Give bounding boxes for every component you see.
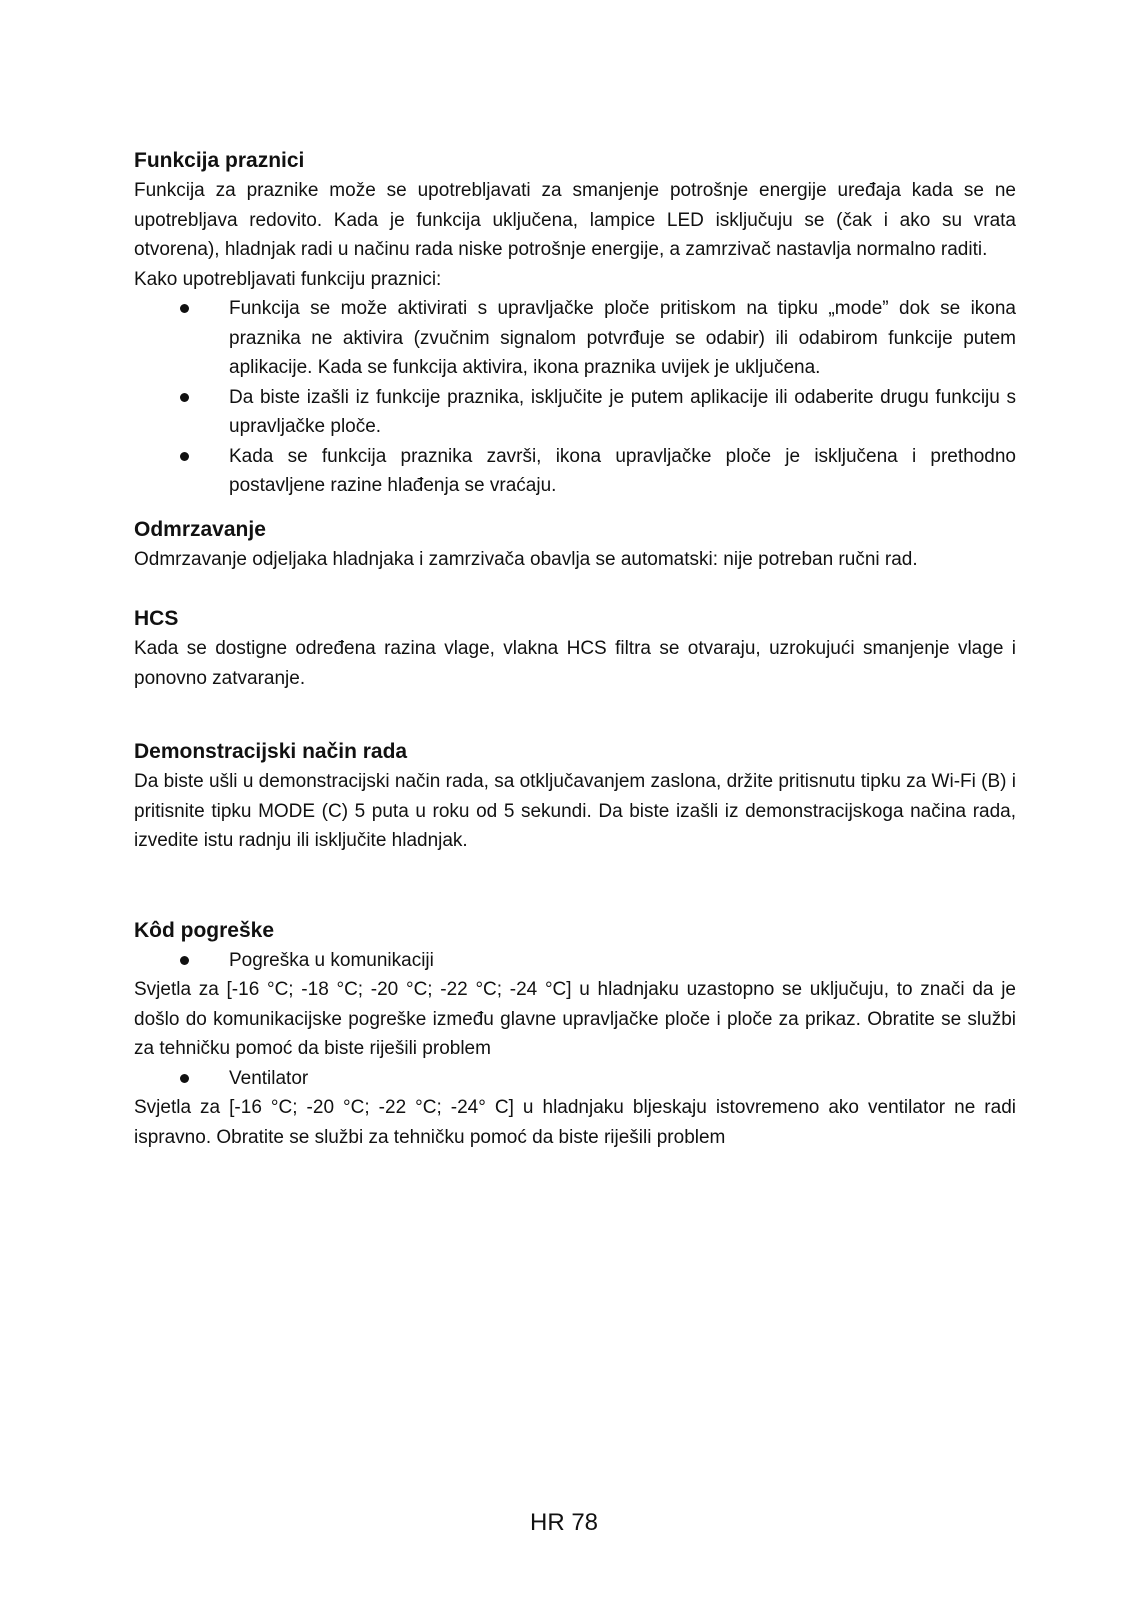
- section-paragraph: Svjetla za [-16 °C; -18 °C; -20 °C; -22 °C; -24 °C] u hladnjaku uzastopno se uključuju, to znači da je došlo do komunikacijske pogreške između glavne upravljačke ploče i ploče za prikaz. Obratite se službi za tehničku pomoć da biste riješili problem: [134, 979, 1016, 1059]
- bullet-icon: [180, 304, 189, 313]
- bullet-list: [134, 946, 1016, 976]
- bullet-icon: [180, 452, 189, 461]
- section-heading: Funkcija praznici: [134, 149, 305, 172]
- section-heading: Demonstracijski način rada: [134, 740, 408, 763]
- section-heading: HCS: [134, 607, 179, 630]
- list-item-text: Pogreška u komunikaciji: [229, 949, 434, 971]
- bullet-icon: [180, 956, 189, 965]
- section-paragraph: Odmrzavanje odjeljaka hladnjaka i zamrzivača obavlja se automatski: nije potreban ručni rad.: [134, 548, 918, 570]
- bullet-list: [134, 294, 1016, 501]
- list-item: [134, 294, 1016, 383]
- section-paragraph: Funkcija za praznike može se upotrebljavati za smanjenje potrošnje energije uređaja kada se ne upotrebljava redovito. Kada je funkcija uključena, lampice LED isključuju se (čak i ako su vrata otvorena), hladnjak radi u načinu rada niske potrošnje energije, a zamrzivač nastavlja normalno raditi.: [134, 180, 1016, 260]
- section-paragraph: Svjetla za [-16 °C; -20 °C; -22 °C; -24° C] u hladnjaku bljeskaju istovremeno ako ventilator ne radi ispravno. Obratite se službi za tehničku pomoć da biste riješili problem: [134, 1097, 1016, 1148]
- section-paragraph: Da biste ušli u demonstracijski način rada, sa otključavanjem zaslona, držite pritisnutu tipku za Wi-Fi (B) i pritisnite tipku MODE (C) 5 puta u roku od 5 sekundi. Da biste izašli iz demonstracijskoga načina rada, izvedite istu radnju ili isključite hladnjak.: [134, 771, 1016, 851]
- list-item: [134, 1064, 1016, 1094]
- list-item: [134, 442, 1016, 501]
- section-demonstracijski-nacin: [134, 737, 1016, 856]
- page-number: HR 78: [529, 1509, 599, 1536]
- bullet-icon: [180, 1074, 189, 1083]
- list-item: [134, 383, 1016, 442]
- section-heading: Odmrzavanje: [134, 517, 266, 541]
- bullet-icon: [180, 393, 189, 402]
- list-item: [134, 946, 1016, 976]
- list-item-text: Kada se funkcija praznika završi, ikona upravljačke ploče je isključena i prethodno postavljene razine hlađenja se vraćaju.: [229, 445, 1016, 496]
- bullet-list: [134, 1064, 1016, 1094]
- section-funkcija-praznici: [134, 146, 1016, 501]
- section-paragraph: Kada se dostigne određena razina vlage, vlakna HCS filtra se otvaraju, uzrokujući smanjenje vlage i ponovno zatvaranje.: [134, 638, 1016, 689]
- section-hcs: [134, 604, 1016, 693]
- section-kod-pogreske: [134, 916, 1016, 1153]
- list-item-text: Ventilator: [229, 1067, 309, 1089]
- list-item-text: Da biste izašli iz funkcije praznika, isključite je putem aplikacije ili odaberite drugu funkciju s upravljačke ploče.: [229, 386, 1016, 437]
- section-heading: Kôd pogreške: [134, 918, 275, 942]
- document-page: [134, 146, 1016, 1152]
- section-paragraph: Kako upotrebljavati funkciju praznici:: [134, 268, 442, 290]
- section-odmrzavanje: [134, 515, 1016, 575]
- list-item-text: Funkcija se može aktivirati s upravljačke ploče pritiskom na tipku „mode” dok se ikona praznika ne aktivira (zvučnim signalom potvrđuje se odabir) ili odabirom funkcije putem aplikacije. Kada se funkcija aktivira, ikona praznika uvijek je uključena.: [229, 298, 1016, 378]
